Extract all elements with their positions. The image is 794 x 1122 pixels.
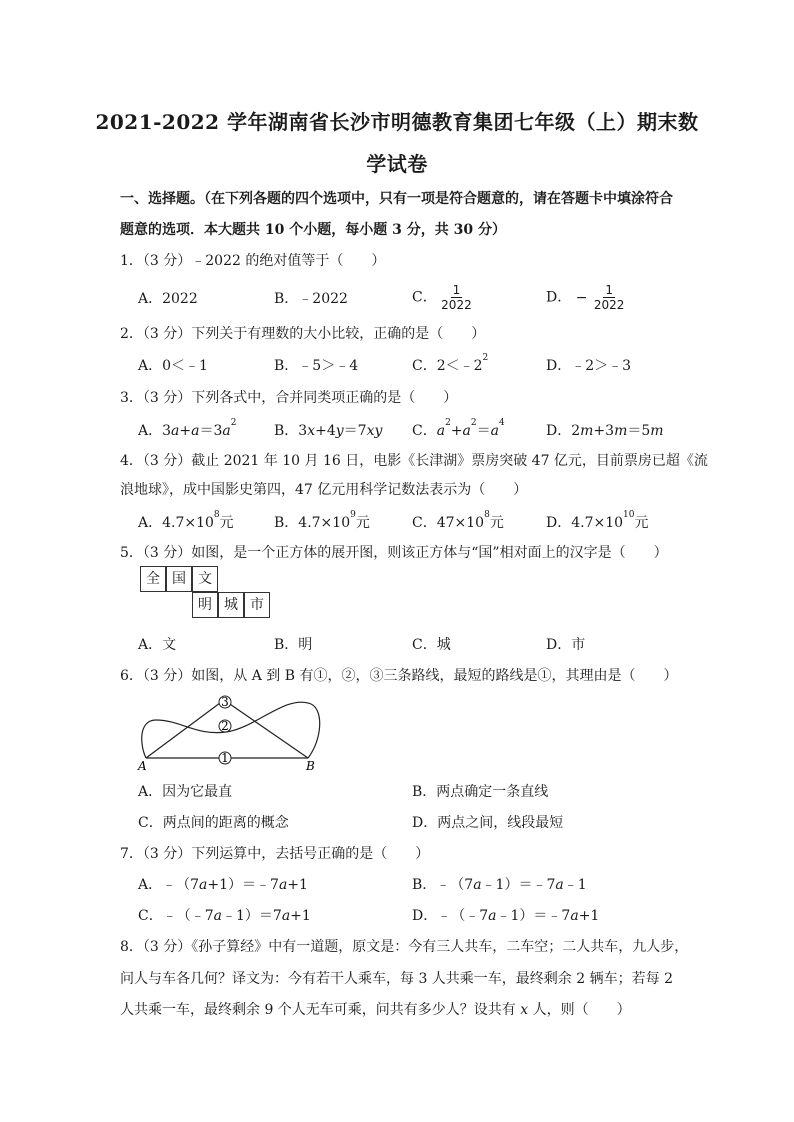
variable: x: [307, 423, 316, 439]
q1-option-a: A．2022: [138, 291, 198, 307]
variable: m: [580, 423, 594, 439]
fraction-denominator: 2022: [593, 298, 625, 312]
q1-option-d-label: D．: [546, 289, 572, 306]
question-8-line3: [120, 999, 631, 1019]
q5-option-a: A．文: [138, 637, 177, 653]
text: A．﹣（7: [138, 877, 200, 893]
q4-option-c: [412, 512, 504, 532]
q7-option-c: [138, 905, 311, 925]
q5-option-b: B．明: [274, 637, 313, 653]
net-face-6: 市: [244, 592, 270, 618]
variable: m: [650, 423, 664, 439]
exponent: 9: [350, 510, 356, 520]
net-face-2: 国: [166, 566, 192, 592]
variable: a: [199, 877, 208, 893]
question-7-stem: 7．（3 分）下列运算中，去括号正确的是（ ）: [120, 846, 430, 862]
question-3-stem: 3．（3 分）下列各式中，合并同类项正确的是（ ）: [120, 390, 458, 406]
variable: x: [520, 1002, 529, 1018]
route-2-label: 2: [221, 719, 229, 733]
variable: a: [490, 423, 499, 439]
text: ＝3: [199, 423, 223, 439]
q1-option-d-fraction: [594, 283, 625, 312]
text: ﹣1）＝﹣7: [481, 877, 556, 893]
text: C．: [412, 423, 437, 439]
net-face-1: 全: [140, 566, 166, 592]
question-4-stem-line1: 4．（3 分）截止 2021 年 10 月 16 日，电影《长津湖》票房突破 47 亿元，目前票房已超《流: [120, 453, 708, 469]
text: C．﹣（﹣7: [138, 908, 214, 924]
q5-option-d: D．市: [546, 637, 586, 653]
q4-option-a: [138, 512, 234, 532]
text: +3: [593, 423, 615, 439]
point-a-label: A: [138, 759, 147, 770]
q6-option-b: B．两点确定一条直线: [412, 784, 549, 800]
question-2-stem: 2．（3 分）下列关于有理数的大小比较，正确的是（ ）: [120, 326, 486, 342]
variable: a: [281, 908, 291, 924]
minus-sign: −: [575, 289, 588, 306]
q1-option-d: [546, 283, 624, 312]
variable: a: [462, 423, 471, 439]
text: B．﹣（7: [412, 877, 474, 893]
variable: a: [171, 423, 180, 439]
q3-option-a: [138, 420, 237, 440]
q7-option-b: [412, 874, 587, 894]
section-heading-line2: 题意的选项．本大题共 10 个小题，每小题 3 分，共 30 分）: [120, 222, 506, 238]
q2-option-c-text: C．2＜﹣2: [412, 358, 483, 374]
variable: xy: [366, 423, 383, 439]
text: +: [450, 423, 463, 439]
text: +1: [290, 908, 311, 924]
text: ﹣1）＝﹣7: [496, 908, 571, 924]
text: 元: [634, 515, 649, 531]
variable: m: [614, 423, 628, 439]
text: 人共乘一车，最终剩余 9 个人无车可乘，问共有多少人？设共有: [120, 1002, 521, 1018]
section-heading-line1: 一、选择题。（在下列各题的四个选项中，只有一项是符合题意的，请在答题卡中填涂符合: [120, 191, 673, 207]
q1-option-c: [412, 283, 472, 312]
exponent: 2: [482, 353, 489, 363]
q6-option-a: A．因为它最直: [138, 784, 233, 800]
net-face-3: 文: [192, 566, 218, 592]
q3-option-d: [546, 420, 664, 440]
variable: a: [555, 877, 564, 893]
route-2-curve: [142, 702, 320, 758]
text: A．4.7×10: [138, 515, 214, 531]
text: +1）＝﹣7: [207, 877, 279, 893]
text: ＝7: [343, 423, 367, 439]
text: C．47×10: [412, 515, 485, 531]
route-1-label: 1: [221, 751, 229, 765]
q3-option-b: [274, 420, 382, 440]
text: B．3: [274, 423, 308, 439]
q2-option-d: D．﹣2＞﹣3: [546, 358, 632, 374]
text: ﹣1）＝7: [221, 908, 282, 924]
q7-option-a: [138, 874, 308, 894]
fraction-numerator: 1: [452, 283, 461, 297]
text: 元: [489, 515, 504, 531]
q1-option-c-fraction: [441, 283, 472, 312]
text: +1: [287, 877, 308, 893]
question-4-stem-line2: 浪地球》，成中国影史第四，47 亿元用科学记数法表示为（ ）: [120, 482, 528, 498]
text: 人，则（ ）: [528, 1002, 631, 1018]
q2-option-b: B．﹣5＞﹣4: [274, 358, 359, 374]
net-face-4: 明: [192, 592, 218, 618]
q1-option-c-label: C．: [412, 289, 437, 306]
text: ﹣1: [563, 877, 587, 893]
exponent: 2: [230, 418, 237, 428]
text: 元: [355, 515, 370, 531]
text: 元: [219, 515, 234, 531]
variable: a: [570, 908, 579, 924]
variable: a: [278, 877, 288, 893]
q3-option-c: [412, 420, 505, 440]
q4-option-d: [546, 512, 649, 532]
exponent: 2: [445, 418, 451, 428]
q4-option-b: [274, 512, 370, 532]
text: +: [179, 423, 192, 439]
fraction-numerator: 1: [605, 283, 613, 297]
q1-option-b: B．﹣2022: [274, 291, 348, 307]
exponent: 8: [484, 510, 490, 520]
q2-option-a: A．0＜﹣1: [138, 358, 208, 374]
exponent: 4: [499, 418, 505, 428]
question-8-line1: 8．（3 分）《孙子算经》中有一道题，原文是：今有三人共车，二车空；二人共车，九人步，: [120, 939, 689, 955]
variable: a: [222, 423, 231, 439]
variable: a: [488, 908, 497, 924]
q7-option-d: [412, 905, 599, 925]
question-6-stem: 6．（3 分）如图，从 A 到 B 有①，②，③三条路线，最短的路线是①，其理由是（ ）: [120, 668, 678, 684]
text: +4: [315, 423, 336, 439]
route-figure: [136, 690, 326, 770]
q5-option-c: C．城: [412, 637, 451, 653]
text: B．4.7×10: [274, 515, 351, 531]
variable: a: [473, 877, 482, 893]
exponent: 10: [623, 510, 635, 520]
text: ＝: [476, 423, 491, 439]
exam-title-line2: 学试卷: [366, 152, 428, 176]
point-b-label: B: [306, 759, 315, 770]
text: ＝5: [627, 423, 651, 439]
question-1-stem: 1．（3 分）﹣2022 的绝对值等于（ ）: [120, 253, 386, 269]
variable: a: [436, 423, 446, 439]
question-5-stem: 5．（3 分）如图，是一个正方体的展开图，则该正方体与“国”相对面上的汉字是（ ）: [120, 545, 668, 561]
variable: a: [191, 423, 200, 439]
exam-title-line1: 2021-2022 学年湖南省长沙市明德教育集团七年级（上）期末数: [95, 110, 699, 134]
variable: y: [335, 423, 344, 439]
q2-option-c: [412, 355, 488, 375]
net-face-5: 城: [218, 592, 244, 618]
variable: a: [213, 908, 222, 924]
question-8-line2: 问人与车各几何？译文为：今有若干人乘车，每 3 人共乘一车，最终剩余 2 辆车；若每 2: [120, 971, 673, 987]
text: D．﹣（﹣7: [412, 908, 489, 924]
route-3-label: 3: [221, 695, 229, 709]
q6-option-d: D．两点之间，线段最短: [412, 815, 564, 831]
text: D．4.7×10: [546, 515, 624, 531]
text: D．2: [546, 423, 581, 439]
fraction-denominator: 2022: [441, 298, 472, 312]
exponent: 2: [470, 418, 477, 428]
q6-option-c: C．两点间的距离的概念: [138, 815, 289, 831]
exponent: 8: [213, 510, 220, 520]
text: +1: [578, 908, 600, 924]
text: A．3: [138, 423, 172, 439]
